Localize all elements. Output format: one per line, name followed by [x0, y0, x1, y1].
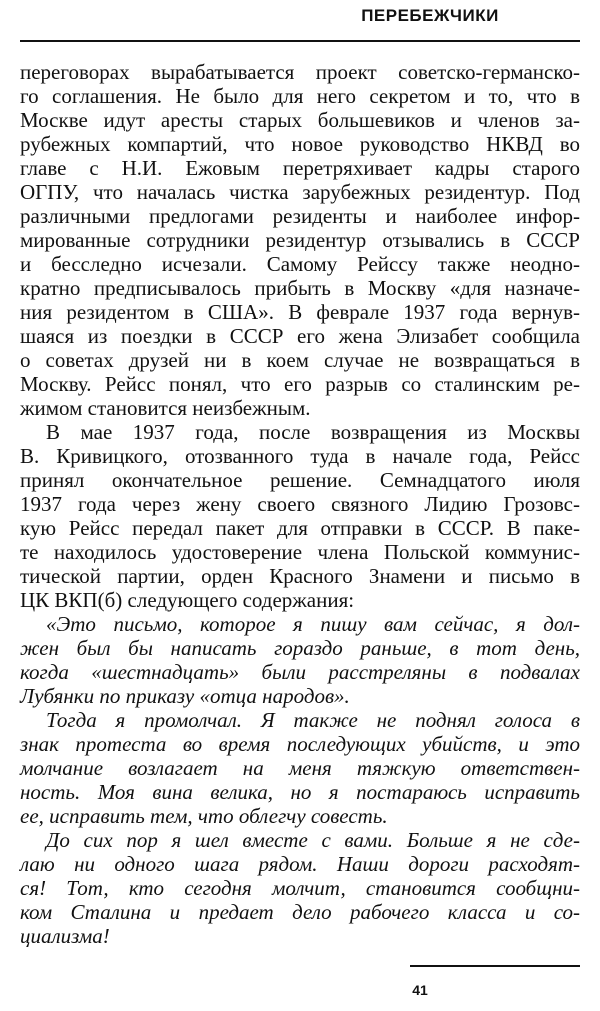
- text-line: ее, исправить тем, что облегчу совесть.: [20, 804, 388, 828]
- text-line: циализма!: [20, 924, 110, 948]
- text-line: кратно предписывалось прибыть в Москву «для назначе-: [20, 276, 580, 300]
- paragraph: [20, 708, 580, 828]
- text-line: главе с Н.И. Ежовым перетряхивает кадры старого: [20, 156, 580, 180]
- text-line: переговорах вырабатывается проект советско-германско-: [20, 60, 580, 84]
- text-line: 1937 года через жену своего связного Лидию Грозовс-: [20, 492, 580, 516]
- text-line: В мае 1937 года, после возвращения из Москвы: [46, 420, 580, 444]
- text-line: лаю ни одного шага рядом. Наши дороги расходят-: [20, 852, 580, 876]
- page-number: 41: [412, 982, 428, 998]
- text-line: Лубянки по приказу «отца народов».: [20, 684, 350, 708]
- text-line: принял окончательное решение. Семнадцатого июля: [20, 468, 580, 492]
- text-line: шаяся из поездки в СССР его жена Элизабет сообщила: [20, 324, 580, 348]
- text-line: ся! Тот, кто сегодня молчит, становится сообщни-: [20, 876, 580, 900]
- paragraph: [20, 612, 580, 708]
- paragraph: [20, 60, 580, 420]
- text-line: молчание возлагает на меня тяжкую ответствен-: [20, 756, 580, 780]
- paragraph: [20, 420, 580, 612]
- text-line: тической партии, орден Красного Знамени и письмо в: [20, 564, 580, 588]
- text-line: ОГПУ, что началась чистка зарубежных резидентур. Под: [20, 180, 580, 204]
- paragraph: [20, 828, 580, 948]
- header-rule: [20, 40, 580, 42]
- text-line: мированные сотрудники резидентур отзывались в СССР: [20, 228, 580, 252]
- footer-rule: [410, 965, 580, 967]
- text-line: ком Сталина и предает дело рабочего класса и со-: [20, 900, 580, 924]
- text-line: ЦК ВКП(б) следующего содержания:: [20, 588, 355, 612]
- text-line: Тогда я промолчал. Я также не поднял голоса в: [46, 708, 580, 732]
- text-line: «Это письмо, которое я пишу вам сейчас, я дол-: [46, 612, 580, 636]
- text-line: Москву. Рейсс понял, что его разрыв со сталинским ре-: [20, 372, 580, 396]
- text-line: рубежных компартий, что новое руководство НКВД во: [20, 132, 580, 156]
- running-title: ПЕРЕБЕЖЧИКИ: [361, 6, 499, 25]
- text-line: те находилось удостоверение члена Польской коммунис-: [20, 540, 580, 564]
- text-line: В. Кривицкого, отозванного туда в начале года, Рейсс: [20, 444, 580, 468]
- text-line: различными предлогами резиденты и наиболее инфор-: [20, 204, 580, 228]
- text-line: и бесследно исчезали. Самому Рейссу также неодно-: [20, 252, 580, 276]
- text-line: го соглашения. Не было для него секретом и то, что в: [20, 84, 580, 108]
- text-line: ния резидентом в США». В феврале 1937 года вернув-: [20, 300, 580, 324]
- text-line: Москве идут аресты старых большевиков и членов за-: [20, 108, 580, 132]
- text-line: жен был бы написать гораздо раньше, в тот день,: [20, 636, 580, 660]
- text-line: когда «шестнадцать» были расстреляны в подвалах: [20, 660, 580, 684]
- text-line: ность. Моя вина велика, но я постараюсь исправить: [20, 780, 580, 804]
- text-line: о советах друзей ни в коем случае не возвращаться в: [20, 348, 580, 372]
- text-line: жимом становится неизбежным.: [20, 396, 311, 420]
- text-line: кую Рейсс передал пакет для отправки в СССР. В паке-: [20, 516, 580, 540]
- text-line: знак протеста во время последующих убийств, и это: [20, 732, 580, 756]
- body-text: [20, 60, 580, 948]
- text-line: До сих пор я шел вместе с вами. Больше я не сде-: [46, 828, 580, 852]
